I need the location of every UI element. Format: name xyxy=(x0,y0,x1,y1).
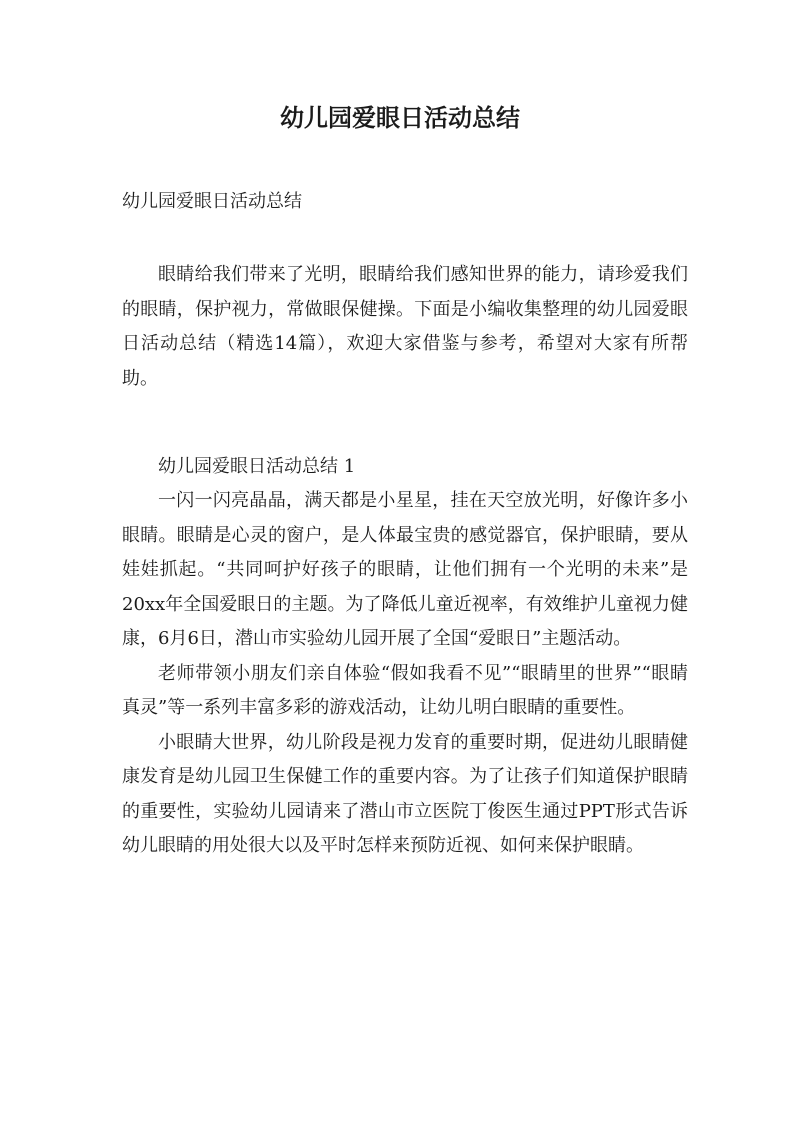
section-1 xyxy=(122,450,688,864)
section-paragraph: 小眼睛大世界，幼儿阶段是视力发育的重要时期，促进幼儿眼睛健康发育是幼儿园卫生保健工作的重要内容。为了让孩子们知道保护眼睛的重要性，实验幼儿园请来了潜山市立医院丁俊医生通过PPT形式告诉幼儿眼睛的用处很大以及平时怎样来预防近视、如何来保护眼睛。 xyxy=(122,731,688,856)
section-paragraph: 老师带领小朋友们亲自体验“假如我看不见”“眼睛里的世界”“眼睛真灵”等一系列丰富多彩的游戏活动，让幼儿明白眼睛的重要性。 xyxy=(122,662,688,718)
document-title: 幼儿园爱眼日活动总结 xyxy=(280,104,520,132)
document-subtitle: 幼儿园爱眼日活动总结 xyxy=(122,191,302,212)
section-heading: 幼儿园爱眼日活动总结 1 xyxy=(158,456,356,477)
intro-paragraph: 眼睛给我们带来了光明，眼睛给我们感知世界的能力，请珍爱我们的眼睛，保护视力，常做眼保健操。下面是小编收集整理的幼儿园爱眼日活动总结（精选14篇），欢迎大家借鉴与参考，希望对大家有所帮助。 xyxy=(122,264,688,389)
section-paragraph: 一闪一闪亮晶晶，满天都是小星星，挂在天空放光明，好像许多小眼睛。眼睛是心灵的窗户，是人体最宝贵的感觉器官，保护眼睛，要从娃娃抓起。“共同呵护好孩子的眼睛，让他们拥有一个光明的未来”是20xx年全国爱眼日的主题。为了降低儿童近视率，有效维护儿童视力健康，6月6日，潜山市实验幼儿园开展了全国“爱眼日”主题活动。 xyxy=(122,490,688,649)
